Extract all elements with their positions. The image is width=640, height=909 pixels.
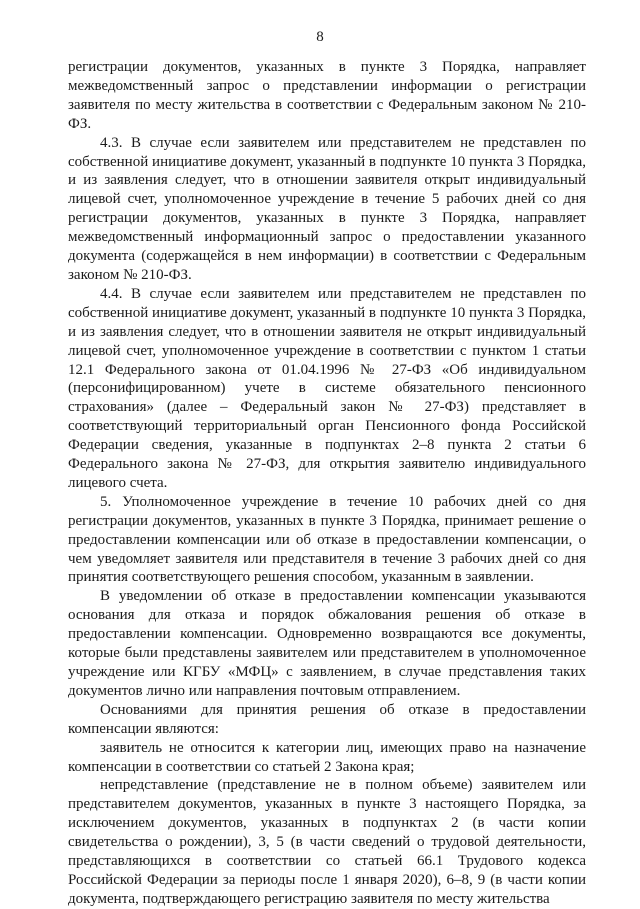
paragraph-refusal-grounds-intro: Основаниями для принятия решения об отказе в предоставлении компенсации являются:	[68, 701, 586, 737]
page-number: 8	[316, 29, 324, 45]
paragraph-refusal-notice: В уведомлении об отказе в предоставлении компенсации указываются основания для отказа и порядок обжалования решения об отказе в предоставлении компенсации. Одновременно возвращаются все документы, которые были представлены заявителем или представителем в уполномоченное учреждение или КГБУ «МФЦ» с заявлением, в случае представления таких документов лично или направления почтовым отправлением.	[68, 588, 586, 699]
paragraph-continuation: регистрации документов, указанных в пункте 3 Порядка, направляет межведомственный запрос о представлении информации о регистрации заявителя по месту жительства в соответствии с Федеральным законом № 210-ФЗ.	[68, 59, 586, 132]
paragraph-ground-documents: непредставление (представление не в полном объеме) заявителем или представителем документов, указанных в пункте 3 настоящего Порядка, за исключением документов, указанных в подпунктах 2 (в части копии свидетельства о рождении), 3, 5 (в части сведений о трудовой деятельности, представляющихся в соответствии со статьей 66.1 Трудового кодекса Российской Федерации за периоды после 1 января 2020), 6–8, 9 (в части копии документа, подтверждающего регистрацию заявителя по месту жительства	[68, 777, 586, 907]
paragraph-5: 5. Уполномоченное учреждение в течение 10 рабочих дней со дня регистрации документов, указанных в пункте 3 Порядка, принимает решение о предоставлении компенсации или об отказе в предоставлении компенсации, о чем уведомляет заявителя или представителя в течение 3 рабочих дней со дня принятия соответствующего решения способом, указанным в заявлении.	[68, 493, 586, 586]
paragraph-4-3: 4.3. В случае если заявителем или представителем не представлен по собственной инициативе документ, указанный в подпункте 10 пункта 3 Порядка, и из заявления следует, что в отношении заявителя открыт индивидуальный лицевой счет, уполномоченное учреждение в течение 5 рабочих дней со дня регистрации документов, указанных в пункте 3 Порядка, направляет межведомственный информационный запрос о предоставлении указанного документа (содержащейся в нем информации) в соответствии с Федеральным законом № 210-ФЗ.	[68, 134, 586, 283]
document-body	[68, 58, 586, 909]
paragraph-ground-category: заявитель не относится к категории лиц, имеющих право на назначение компенсации в соответствии со статьей 2 Закона края;	[68, 739, 586, 775]
paragraph-4-4: 4.4. В случае если заявителем или представителем не представлен по собственной инициативе документ, указанный в подпункте 10 пункта 3 Порядка, и из заявления следует, что в отношении заявителя не открыт индивидуальный лицевой счет, уполномоченное учреждение в соответствии с пунктом 1 статьи 12.1 Федерального закона от 01.04.1996 № 27-ФЗ «Об индивидуальном (персонифицированном) учете в системе обязательного пенсионного страхования» (далее – Федеральный закон № 27-ФЗ) представляет в соответствующий территориальный орган Пенсионного фонда Российской Федерации сведения, указанные в подпунктах 2–8 пункта 2 статьи 6 Федерального закона № 27-ФЗ, для открытия заявителю индивидуального лицевого счета.	[68, 285, 586, 491]
